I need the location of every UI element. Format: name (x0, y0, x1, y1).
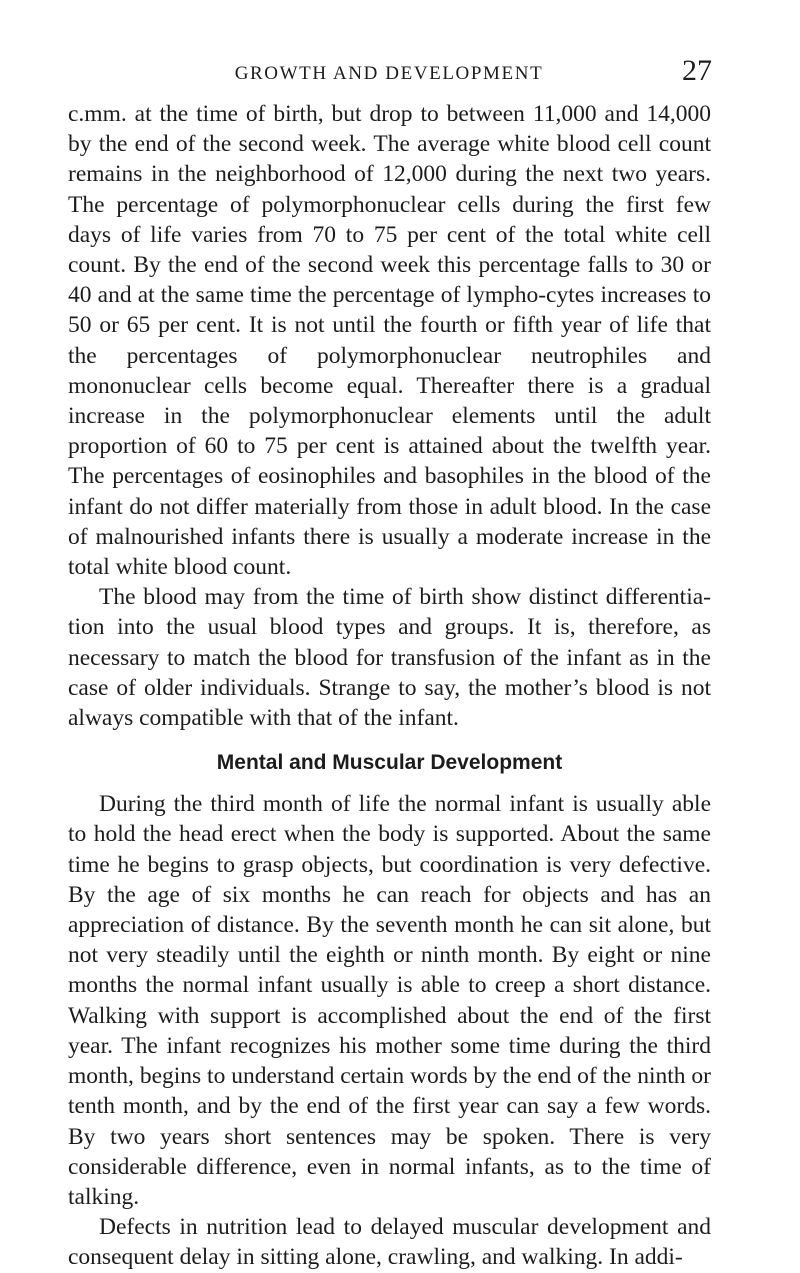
paragraph-blood-types: The blood may from the time of birth show distinct differentia-tion into the usual blood types and groups. It is, therefore, as necessary to match the blood for transfusion of the infant as in the case of older individuals. Strange to say, the mother’s blood is not always compatible with that of the infant. (68, 584, 711, 732)
running-header (66, 56, 712, 96)
running-title: GROWTH AND DEVELOPMENT (234, 63, 544, 84)
body-text (68, 99, 711, 1273)
paragraph-nutrition-defects: Defects in nutrition lead to delayed muscular development and consequent delay in sitting alone, crawling, and walking. In addi- (68, 1214, 711, 1271)
paragraph-white-blood-cells: c.mm. at the time of birth, but drop to between 11,000 and 14,000 by the end of the second week. The average white blood cell count remains in the neighborhood of 12,000 during the next two years. The percentage of polymorphonuclear cells during the first few days of life varies from 70 to 75 per cent of the total white cell count. By the end of the second week this percentage falls to 30 or 40 and at the same time the percentage of lympho-cytes increases to 50 or 65 per cent. It is not until the fourth or fifth year of life that the percentages of polymorphonuclear neutrophiles and mononuclear cells become equal. Thereafter there is a gradual increase in the polymorphonuclear elements until the adult proportion of 60 to 75 per cent is attained about the twelfth year. The percentages of eosinophiles and basophiles in the blood of the infant do not differ materially from those in adult blood. In the case of malnourished infants there is usually a moderate increase in the total white blood count. (68, 101, 711, 581)
page-number: 27 (682, 54, 712, 87)
section-heading: Mental and Muscular Development (216, 751, 563, 775)
paragraph-development-milestones: During the third month of life the normal infant is usually able to hold the head erect when the body is supported. About the same time he begins to grasp objects, but coordination is very defective. By the age of six months he can reach for objects and has an appreciation of distance. By the seventh month he can sit alone, but not very steadily until the eighth or ninth month. By eight or nine months the normal infant usually is able to creep a short distance. Walking with support is accomplished about the end of the first year. The infant recognizes his mother some time during the third month, begins to understand certain words by the end of the ninth or tenth month, and by the end of the first year can say a few words. By two years short sentences may be spoken. There is very considerable difference, even in normal infants, as to the time of talking. (68, 791, 711, 1210)
